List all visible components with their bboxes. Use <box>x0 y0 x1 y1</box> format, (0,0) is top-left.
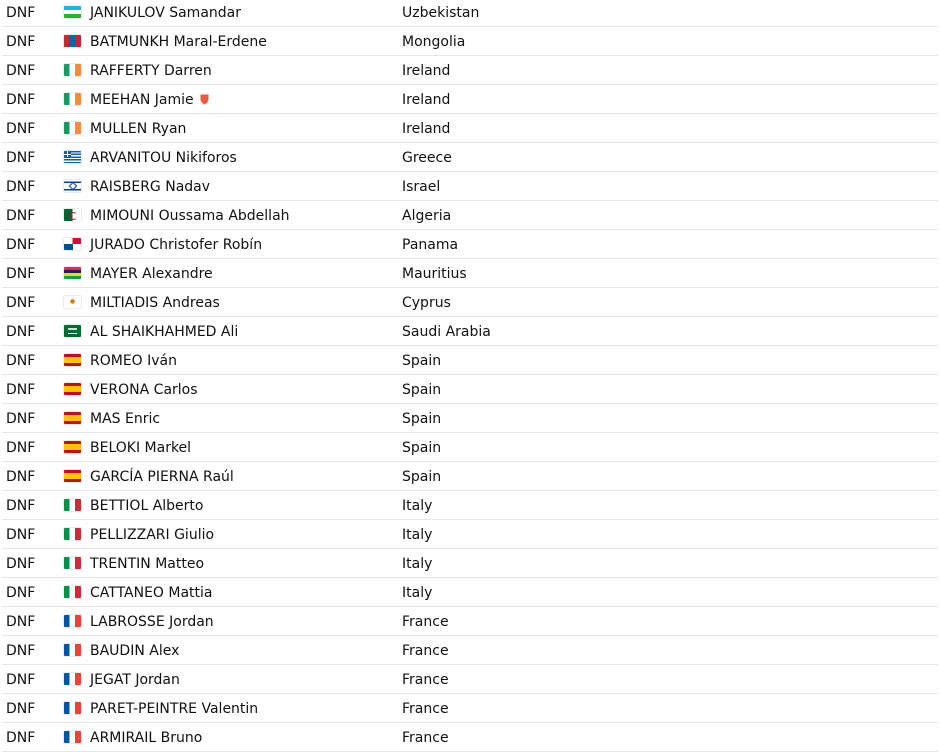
rider-country: Italy <box>402 498 433 514</box>
rider-name-text[interactable]: ARMIRAIL Bruno <box>90 730 203 746</box>
rider-name-text[interactable]: MAYER Alexandre <box>90 266 213 282</box>
rider-name-text[interactable]: LABROSSE Jordan <box>90 614 214 630</box>
rider-name[interactable] <box>90 266 213 282</box>
rider-name[interactable] <box>90 498 203 514</box>
result-status: DNF <box>6 411 36 427</box>
italy-flag-icon <box>64 557 81 569</box>
spain-flag-icon <box>64 383 81 395</box>
table-row <box>2 433 938 462</box>
result-status: DNF <box>6 730 36 746</box>
rider-country: Greece <box>402 150 452 166</box>
rider-name[interactable] <box>90 179 210 195</box>
table-row <box>2 317 938 346</box>
spain-flag-icon <box>64 412 81 424</box>
table-row <box>2 491 938 520</box>
rider-country: Panama <box>402 237 459 253</box>
rider-country: Spain <box>402 382 442 398</box>
rider-name-text[interactable]: MILTIADIS Andreas <box>90 295 220 311</box>
table-row <box>2 259 938 288</box>
rider-name[interactable] <box>90 121 186 137</box>
rider-name[interactable] <box>90 469 234 485</box>
spain-flag-icon <box>64 354 81 366</box>
rider-country: Mongolia <box>402 34 466 50</box>
rider-name[interactable] <box>90 92 209 108</box>
rider-country: Ireland <box>402 121 451 137</box>
rider-name[interactable] <box>90 353 177 369</box>
result-status: DNF <box>6 266 36 282</box>
rider-country: Spain <box>402 469 442 485</box>
france-flag-icon <box>64 644 81 656</box>
rider-name[interactable] <box>90 150 237 166</box>
table-row <box>2 172 938 201</box>
rider-name-text[interactable]: RAFFERTY Darren <box>90 63 212 79</box>
rider-country: Israel <box>402 179 441 195</box>
rider-country: Ireland <box>402 92 451 108</box>
ireland-flag-icon <box>64 93 81 105</box>
result-status: DNF <box>6 498 36 514</box>
table-row <box>2 665 938 694</box>
result-status: DNF <box>6 585 36 601</box>
rider-name-text[interactable]: JANIKULOV Samandar <box>90 5 241 21</box>
france-flag-icon <box>64 615 81 627</box>
uzbekistan-flag-icon <box>64 6 81 18</box>
rider-name-text[interactable]: JURADO Christofer Robín <box>90 237 263 253</box>
result-status: DNF <box>6 527 36 543</box>
ireland-flag-icon <box>64 122 81 134</box>
rider-name-text[interactable]: GARCÍA PIERNA Raúl <box>90 469 234 485</box>
rider-country: France <box>402 643 449 659</box>
rider-name[interactable] <box>90 382 198 398</box>
rider-name[interactable] <box>90 730 202 746</box>
result-status: DNF <box>6 34 36 50</box>
rider-name[interactable] <box>90 672 180 688</box>
table-row <box>2 694 938 723</box>
result-status: DNF <box>6 440 36 456</box>
rider-name[interactable] <box>90 63 212 79</box>
saudi-arabia-flag-icon <box>64 325 81 337</box>
result-status: DNF <box>6 382 36 398</box>
spain-flag-icon <box>64 441 81 453</box>
result-status: DNF <box>6 63 36 79</box>
table-row <box>2 375 938 404</box>
rider-country: Spain <box>402 353 442 369</box>
france-flag-icon <box>64 731 81 743</box>
israel-flag-icon <box>64 180 81 192</box>
panama-flag-icon <box>64 238 81 250</box>
result-status: DNF <box>6 643 36 659</box>
rider-country: France <box>402 672 449 688</box>
table-row <box>2 636 938 665</box>
result-status: DNF <box>6 237 36 253</box>
table-row <box>2 56 938 85</box>
rider-name-text[interactable]: PARET-PEINTRE Valentin <box>90 701 259 717</box>
table-row <box>2 85 938 114</box>
result-status: DNF <box>6 5 36 21</box>
rider-name-text[interactable]: ARVANITOU Nikiforos <box>90 150 237 166</box>
rider-name[interactable] <box>90 34 267 50</box>
rider-country: France <box>402 614 449 630</box>
table-row <box>2 0 938 27</box>
rider-name[interactable] <box>90 585 213 601</box>
rider-name[interactable] <box>90 556 204 572</box>
rider-country: Algeria <box>402 208 452 224</box>
rider-name-text[interactable]: MEEHAN Jamie <box>90 92 194 108</box>
result-status: DNF <box>6 295 36 311</box>
rider-country: Spain <box>402 440 442 456</box>
rider-country: Saudi Arabia <box>402 324 491 340</box>
rider-country: France <box>402 730 449 746</box>
result-status: DNF <box>6 324 36 340</box>
rider-country: Italy <box>402 556 433 572</box>
table-row <box>2 114 938 143</box>
result-status: DNF <box>6 556 36 572</box>
rider-name-text[interactable]: MULLEN Ryan <box>90 121 187 137</box>
greece-flag-icon <box>64 151 81 163</box>
rider-name-text[interactable]: BATMUNKH Maral-Erdene <box>90 34 267 50</box>
rider-country: Spain <box>402 411 442 427</box>
result-status: DNF <box>6 92 36 108</box>
rider-name-text[interactable]: BETTIOL Alberto <box>90 498 204 514</box>
table-row <box>2 549 938 578</box>
result-status: DNF <box>6 208 36 224</box>
spain-flag-icon <box>64 470 81 482</box>
rider-name-text[interactable]: AL SHAIKHAHMED Ali <box>90 324 239 340</box>
rider-country: Uzbekistan <box>402 5 480 21</box>
rider-name[interactable] <box>90 440 191 456</box>
table-row <box>2 288 938 317</box>
result-status: DNF <box>6 179 36 195</box>
rider-name-text[interactable]: JEGAT Jordan <box>90 672 180 688</box>
rider-name-text[interactable]: PELLIZZARI Giulio <box>90 527 215 543</box>
rider-name[interactable] <box>90 237 262 253</box>
france-flag-icon <box>64 673 81 685</box>
result-status: DNF <box>6 701 36 717</box>
result-status: DNF <box>6 614 36 630</box>
france-flag-icon <box>64 702 81 714</box>
cyprus-flag-icon <box>64 296 81 308</box>
table-row <box>2 27 938 56</box>
rider-name-text[interactable]: MIMOUNI Oussama Abdellah <box>90 208 290 224</box>
rider-country: Cyprus <box>402 295 451 311</box>
rider-name-text[interactable]: BELOKI Markel <box>90 440 192 456</box>
result-status: DNF <box>6 469 36 485</box>
rider-country: Ireland <box>402 63 451 79</box>
table-row <box>2 201 938 230</box>
table-row <box>2 723 938 752</box>
result-status: DNF <box>6 121 36 137</box>
rider-name-text[interactable]: RAISBERG Nadav <box>90 179 211 195</box>
rider-name-text[interactable]: BAUDIN Alex <box>90 643 180 659</box>
rider-name-text[interactable]: VERONA Carlos <box>90 382 198 398</box>
result-status: DNF <box>6 353 36 369</box>
italy-flag-icon <box>64 586 81 598</box>
table-row <box>2 607 938 636</box>
rider-name[interactable] <box>90 614 214 630</box>
rider-name[interactable] <box>90 701 258 717</box>
algeria-flag-icon <box>64 209 81 221</box>
rider-name-text[interactable]: MAS Enric <box>90 411 161 427</box>
mauritius-flag-icon <box>64 267 81 279</box>
table-row <box>2 578 938 607</box>
shield-icon <box>200 93 209 104</box>
result-status: DNF <box>6 150 36 166</box>
table-row <box>2 520 938 549</box>
mongolia-flag-icon <box>64 35 81 47</box>
rider-name-text[interactable]: CATTANEO Mattia <box>90 585 213 601</box>
rider-name[interactable] <box>90 527 214 543</box>
rider-name[interactable] <box>90 643 179 659</box>
ireland-flag-icon <box>64 64 81 76</box>
rider-name[interactable] <box>90 208 290 224</box>
rider-name-text[interactable]: TRENTIN Matteo <box>90 556 205 572</box>
italy-flag-icon <box>64 528 81 540</box>
rider-country: Mauritius <box>402 266 467 282</box>
table-row <box>2 143 938 172</box>
table-row <box>2 404 938 433</box>
rider-country: Italy <box>402 527 433 543</box>
table-row <box>2 462 938 491</box>
table-row <box>2 230 938 259</box>
rider-name-text[interactable]: ROMEO Iván <box>90 353 178 369</box>
result-status: DNF <box>6 672 36 688</box>
rider-country: France <box>402 701 449 717</box>
rider-name[interactable] <box>90 295 220 311</box>
table-row <box>2 346 938 375</box>
rider-name[interactable] <box>90 324 238 340</box>
rider-name[interactable] <box>90 411 160 427</box>
rider-name[interactable] <box>90 5 241 21</box>
results-table <box>2 0 938 752</box>
italy-flag-icon <box>64 499 81 511</box>
rider-country: Italy <box>402 585 433 601</box>
